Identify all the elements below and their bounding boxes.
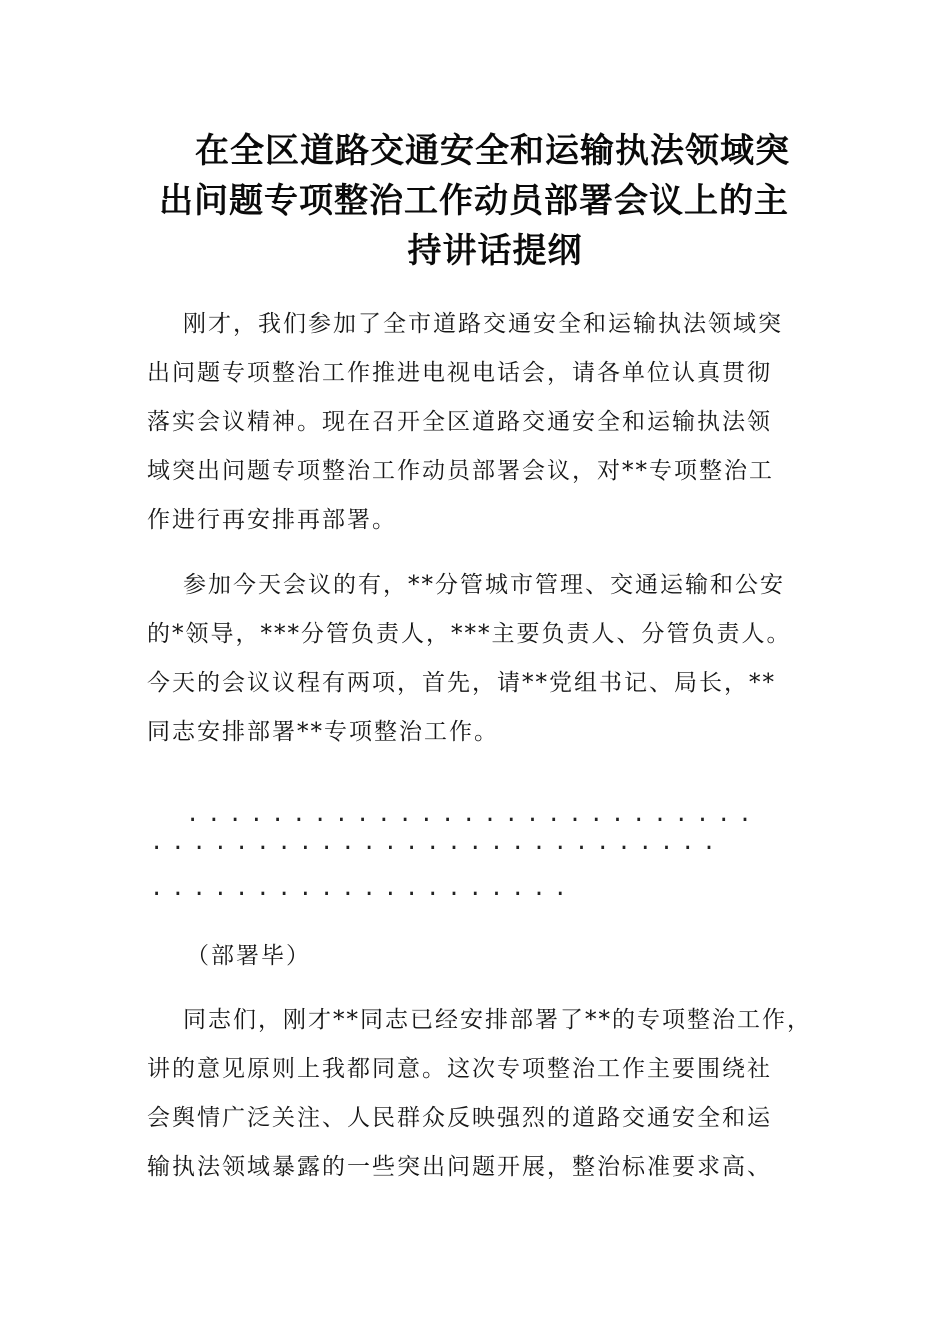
title-line-3: 持讲话提纲: [407, 231, 583, 271]
paragraph-3-line-2: 讲的意见原则上我都同意。这次专项整治工作主要围绕社: [147, 1056, 772, 1082]
ellipsis-line-2: ...........................: [150, 830, 724, 855]
paragraph-3-line-1: 同志们，刚才**同志已经安排部署了**的专项整治工作，: [183, 1007, 812, 1033]
paragraph-1-line-2: 出问题专项整治工作推进电视电话会，请各单位认真贯彻: [147, 360, 772, 386]
paragraph-1-line-5: 作进行再安排再部署。: [147, 507, 397, 533]
paragraph-3-line-4: 输执法领域暴露的一些突出问题开展，整治标准要求高、: [147, 1154, 772, 1180]
ellipsis-line-3: ....................: [150, 876, 575, 901]
paragraph-2-line-1: 参加今天会议的有，**分管城市管理、交通运输和公安: [183, 572, 785, 598]
deployment-end-note: （部署毕）: [186, 943, 311, 969]
ellipsis-line-1: ...........................: [186, 802, 760, 827]
title-line-1: 在全区道路交通安全和运输执法领域突: [195, 131, 790, 171]
paragraph-1-line-1: 刚才，我们参加了全市道路交通安全和运输执法领域突: [183, 311, 783, 337]
paragraph-2-line-3: 今天的会议议程有两项，首先，请**党组书记、局长，**: [147, 670, 776, 696]
paragraph-2-line-4: 同志安排部署**专项整治工作。: [147, 719, 499, 745]
title-line-2: 出问题专项整治工作动员部署会议上的主: [159, 181, 789, 221]
paragraph-2-line-2: 的*领导，***分管负责人，***主要负责人、分管负责人。: [147, 621, 792, 647]
document-title: [145, 126, 805, 276]
paragraph-1-line-3: 落实会议精神。现在召开全区道路交通安全和运输执法领: [147, 409, 772, 435]
paragraph-3-line-3: 会舆情广泛关注、人民群众反映强烈的道路交通安全和运: [147, 1105, 772, 1131]
paragraph-1-line-4: 域突出问题专项整治工作动员部署会议，对**专项整治工: [147, 458, 774, 484]
